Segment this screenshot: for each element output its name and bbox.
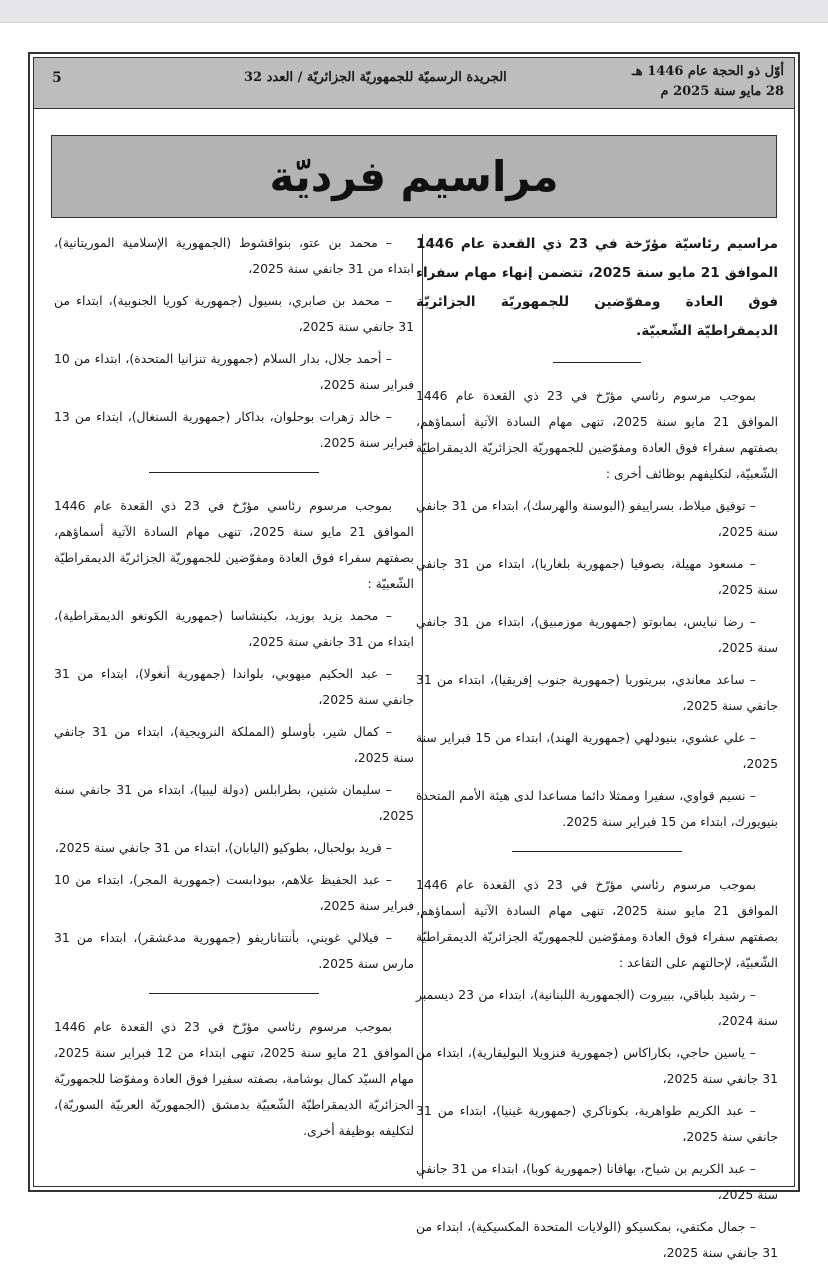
decrees-heading: مراسيم رئاسيّة مؤرّخة في 23 ذي القعدة عام 1446 الموافق 21 مايو سنة 2025، تتضمن إنهاء مهام سفراء فوق العادة ومفوّضين للجمهوريّة الجزائريّة الديمقراطيّة الشّعبيّة. (416, 236, 778, 339)
decree-2 (416, 872, 778, 1266)
decree-item: – ياسين حاجي، بكاراكاس (جمهورية فنزويلا البوليفارية)، ابتداء من 31 جانفي سنة 2025، (416, 1045, 778, 1086)
decree-item: – توفيق ميلاط، بسراييفو (البوسنة والهرسك)، ابتداء من 31 جانفي سنة 2025، (416, 498, 778, 539)
decree-intro: بموجب مرسوم رئاسي مؤرّخ في 23 ذي القعدة عام 1446 الموافق 21 مايو سنة 2025، تنهى مهام السادة الآتية أسماؤهم، بصفتهم سفراء فوق العادة ومفوّضين للجمهوريّة الجزائريّة الديمقراطيّة الشّعبيّة، لتكليفهم بوظائف أخرى : (416, 388, 779, 481)
decree-item: – ساعد معاندي، ببريتوريا (جمهورية جنوب إفريقيا)، ابتداء من 31 جانفي سنة 2025، (416, 672, 778, 713)
page-header (34, 58, 794, 109)
decree-item: – محمد بن صابري، بسيول (جمهورية كوريا الجنوبية)، ابتداء من 31 جانفي سنة 2025، (54, 293, 414, 334)
decree-text: بموجب مرسوم رئاسي مؤرّخ في 23 ذي القعدة عام 1446 الموافق 21 مايو سنة 2025، تنهى ابتداء من 12 فبراير سنة 2025، مهام السيّد كمال بوشامة، بصفته سفيرا فوق العادة ومفوّضا للجمهوريّة الجزائريّة الديمقراطيّة الشّعبيّة بدمشق (الجمهوريّة العربيّة السوريّة)، لتكليفه بوظيفة أخرى. (54, 1019, 414, 1138)
header-date (632, 62, 784, 102)
decree-item: – نسيم قواوي، سفيرا وممثلا دائما مساعدا لدى هيئة الأمم المتحدة بنيويورك، ابتداء من 15 فبراير سنة 2025. (416, 788, 778, 829)
separator-rule (149, 472, 319, 473)
decree-item: – خالد زهرات بوحلوان، بداكار (جمهورية السنغال)، ابتداء من 13 فبراير سنة 2025. (54, 409, 414, 450)
decree-item: – محمد يزيد بوزيد، بكينشاسا (جمهورية الكونغو الديمقراطية)، ابتداء من 31 جانفي سنة 2025، (54, 608, 414, 649)
decree-3 (54, 493, 414, 977)
page-frame (28, 52, 800, 1260)
right-column (416, 230, 778, 1272)
section-title: مراسيم فرديّة (269, 152, 559, 201)
decree-item: – عبد الحكيم ميهوبي، بلواندا (جمهورية أنغولا)، ابتداء من 31 جانفي سنة 2025، (54, 666, 414, 707)
decree-4 (54, 1014, 414, 1144)
decree-item: – سليمان شنين، بطرابلس (دولة ليبيا)، ابتداء من 31 جانفي سنة 2025، (54, 782, 414, 823)
page-number: 5 (52, 70, 62, 86)
decree-1-continued (54, 230, 414, 456)
decree-item: – أحمد جلال، بدار السلام (جمهورية تنزانيا المتحدة)، ابتداء من 10 فبراير سنة 2025، (54, 351, 414, 392)
decree-item: – رشيد بلباقي، ببيروت (الجمهورية اللبنانية)، ابتداء من 23 ديسمبر سنة 2024، (416, 987, 778, 1028)
separator-rule (149, 993, 319, 994)
separator-rule (512, 851, 682, 852)
viewer-top-bar (0, 0, 828, 23)
decree-item: – عبد الحفيظ علاهم، ببودابست (جمهورية المجر)، ابتداء من 10 فبراير سنة 2025، (54, 872, 414, 913)
section-banner (51, 135, 777, 218)
separator-rule (553, 362, 641, 363)
decree-item: – عبد الكريم طواهرية، بكوناكري (جمهورية غينيا)، ابتداء من 31 جانفي سنة 2025، (416, 1103, 778, 1144)
decree-item: – عبد الكريم بن شياح، بهافانا (جمهورية كوبا)، ابتداء من 31 جانفي سنة 2025، (416, 1161, 778, 1202)
decree-intro: بموجب مرسوم رئاسي مؤرّخ في 23 ذي القعدة عام 1446 الموافق 21 مايو سنة 2025، تنهى مهام السادة الآتية أسماؤهم، بصفتهم سفراء فوق العادة ومفوّضين للجمهوريّة الجزائريّة الديمقراطيّة الشّعبيّة : (54, 498, 415, 591)
gregorian-date: 28 مايو سنة 2025 م (660, 84, 784, 99)
left-column (54, 230, 414, 1150)
decree-item: – علي عشوي، بنيودلهي (جمهورية الهند)، ابتداء من 15 فبراير سنة 2025، (416, 730, 778, 771)
decree-item: – كمال شير، بأوسلو (المملكة النرويجية)، ابتداء من 31 جانفي سنة 2025، (54, 724, 414, 765)
decree-item: – مسعود مهيلة، بصوفيا (جمهورية بلغاريا)، ابتداء من 31 جانفي سنة 2025، (416, 556, 778, 597)
decree-1 (416, 383, 778, 835)
decree-intro: بموجب مرسوم رئاسي مؤرّخ في 23 ذي القعدة عام 1446 الموافق 21 مايو سنة 2025، تنهى مهام السادة الآتية أسماؤهم، بصفتهم سفراء فوق العادة ومفوّضين للجمهوريّة الجزائريّة الديمقراطيّة الشّعبيّة، لإحالتهم على التقاعد : (416, 877, 779, 970)
decree-item: – فريد بولحبال، بطوكيو (اليابان)، ابتداء من 31 جانفي سنة 2025، (54, 840, 392, 855)
decree-item: – فيلالي غويني، بأنتناناريفو (جمهورية مدغشقر)، ابتداء من 31 مارس سنة 2025. (54, 930, 414, 971)
decree-item: – جمال مكتفي، بمكسيكو (الولايات المتحدة المكسيكية)، ابتداء من 31 جانفي سنة 2025، (416, 1219, 778, 1260)
decree-item: – رضا نبايس، بمابوتو (جمهورية موزمبيق)، ابتداء من 31 جانفي سنة 2025، (416, 614, 778, 655)
hijri-date: أوّل ذو الحجة عام 1446 هـ (632, 64, 784, 79)
decree-item: – محمد بن عتو، بنواقشوط (الجمهورية الإسلامية الموريتانية)، ابتداء من 31 جانفي سنة 2025، (54, 235, 414, 276)
publication-title: الجريدة الرسميّة للجمهوريّة الجزائريّة / العدد 32 (244, 70, 507, 85)
page-frame-inner (33, 57, 795, 1260)
